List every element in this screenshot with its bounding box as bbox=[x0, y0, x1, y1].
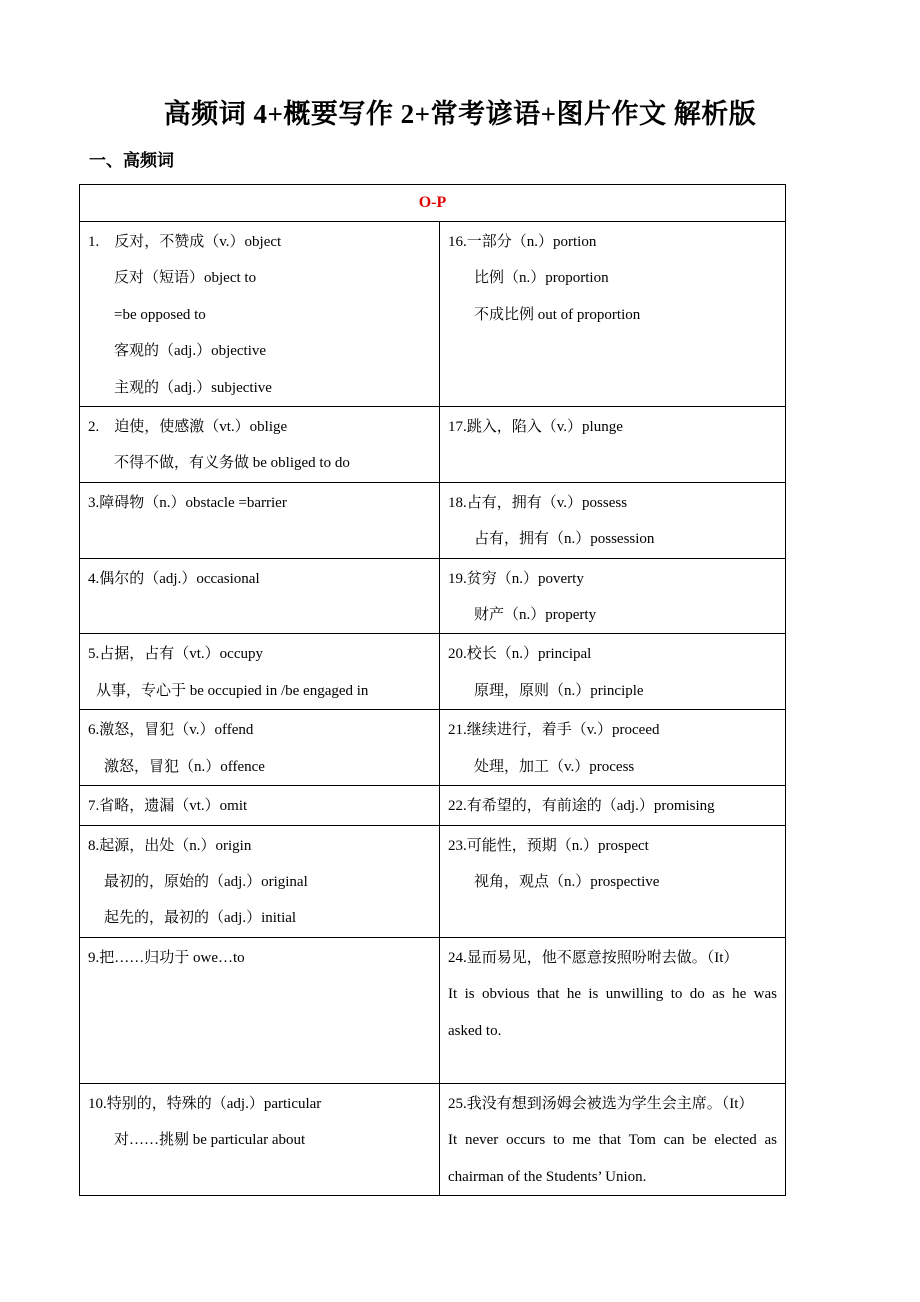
entry-line: 18.占有，拥有（v.）possess bbox=[448, 494, 628, 511]
table-row bbox=[80, 825, 786, 937]
entry-line: 1. 反对，不赞成（v.）object bbox=[88, 234, 282, 250]
entry-line: 主观的（adj.）subjective bbox=[114, 379, 272, 396]
entry-line: 24.显而易见，他不愿意按照吩咐去做。（It） bbox=[448, 949, 739, 966]
table-cell-right bbox=[440, 407, 786, 483]
table-cell-right bbox=[440, 786, 786, 825]
entry-line: It is obvious that he is unwilling to do as he was bbox=[448, 986, 778, 1003]
table-cell-right bbox=[440, 1083, 786, 1195]
entry-line: 起先的，最初的（adj.）initial bbox=[104, 910, 297, 927]
entry-line: chairman of the Students’ Union. bbox=[448, 1168, 647, 1185]
entry-line: 对……挑剔 be particular about bbox=[114, 1132, 306, 1149]
entry-line: 反对（短语）object to bbox=[114, 270, 257, 287]
table-cell-left bbox=[80, 222, 440, 407]
table-cell-left bbox=[80, 1083, 440, 1195]
entry-line: 不得不做，有义务做 be obliged to do bbox=[114, 455, 350, 472]
entry-line: 25.我没有想到汤姆会被选为学生会主席。（It） bbox=[448, 1095, 754, 1112]
table-row bbox=[80, 482, 786, 558]
entry-line: 8.起源，出处（n.）origin bbox=[88, 837, 252, 854]
entry-line: 5.占据，占有（vt.）occupy bbox=[88, 646, 263, 663]
table-row bbox=[80, 558, 786, 634]
table-row bbox=[80, 786, 786, 825]
table-cell-left bbox=[80, 937, 440, 1083]
table-row bbox=[80, 634, 786, 710]
table-cell-left bbox=[80, 786, 440, 825]
table-cell-right bbox=[440, 825, 786, 937]
entry-line: 17.跳入，陷入（v.）plunge bbox=[448, 419, 623, 436]
entry-line: 最初的，原始的（adj.）original bbox=[104, 873, 308, 890]
entry-line: 财产（n.）property bbox=[474, 607, 597, 624]
entry-line: 10.特别的，特殊的（adj.）particular bbox=[88, 1095, 322, 1112]
entry-line: 7.省略，遗漏（vt.）omit bbox=[88, 798, 248, 815]
entry-line: 比例（n.）proportion bbox=[474, 270, 609, 287]
table-cell-right bbox=[440, 634, 786, 710]
table-cell-right bbox=[440, 558, 786, 634]
entry-line: 4.偶尔的（adj.）occasional bbox=[88, 570, 260, 587]
table-row bbox=[80, 1083, 786, 1195]
table-cell-right bbox=[440, 937, 786, 1083]
entry-line: =be opposed to bbox=[114, 306, 206, 323]
entry-line: 2. 迫使，使感激（vt.）oblige bbox=[88, 419, 288, 436]
table-row bbox=[80, 710, 786, 786]
entry-line: 视角，观点（n.）prospective bbox=[474, 873, 660, 890]
entry-line: 占有，拥有（n.）possession bbox=[474, 531, 655, 548]
table-row bbox=[80, 937, 786, 1083]
entry-line: 21.继续进行，着手（v.）proceed bbox=[448, 722, 660, 739]
table-header-row bbox=[80, 185, 786, 222]
entry-line: 19.贫穷（n.）poverty bbox=[448, 570, 584, 587]
entry-line: 20.校长（n.）principal bbox=[448, 646, 592, 663]
table-cell-left bbox=[80, 482, 440, 558]
entry-line: 3.障碍物（n.）obstacle =barrier bbox=[88, 494, 287, 511]
table-cell-left bbox=[80, 634, 440, 710]
table-cell-right bbox=[440, 482, 786, 558]
entry-line: 9.把……归功于 owe…to bbox=[88, 949, 245, 966]
entry-line: 不成比例 out of proportion bbox=[474, 306, 641, 323]
entry-line: 6.激怒，冒犯（v.）offend bbox=[88, 722, 254, 739]
entry-line: It never occurs to me that Tom can be elected as bbox=[448, 1132, 778, 1149]
entry-line: asked to. bbox=[448, 1022, 502, 1039]
table-cell-left bbox=[80, 825, 440, 937]
entry-line: 激怒，冒犯（n.）offence bbox=[104, 758, 265, 775]
table-cell-right bbox=[440, 710, 786, 786]
entry-line: 处理，加工（v.）process bbox=[474, 758, 635, 775]
table-cell-left bbox=[80, 710, 440, 786]
document-title: 高频词 4+概要写作 2+常考谚语+图片作文 解析版 bbox=[163, 99, 757, 129]
entry-line: 原理，原则（n.）principle bbox=[474, 682, 644, 699]
section-heading: 一、高频词 bbox=[89, 151, 174, 170]
entry-line: 23.可能性，预期（n.）prospect bbox=[448, 837, 649, 854]
table-cell-left bbox=[80, 407, 440, 483]
table-header-op: O-P bbox=[80, 185, 786, 222]
table-cell-right bbox=[440, 222, 786, 407]
entry-line: 从事，专心于 be occupied in /be engaged in bbox=[96, 682, 369, 699]
vocabulary-table bbox=[79, 184, 786, 1196]
entry-line: 22.有希望的，有前途的（adj.）promising bbox=[448, 798, 715, 815]
table-row bbox=[80, 407, 786, 483]
entry-line: 客观的（adj.）objective bbox=[114, 343, 267, 360]
table-row bbox=[80, 222, 786, 407]
entry-line: 16.一部分（n.）portion bbox=[448, 234, 597, 250]
table-cell-left bbox=[80, 558, 440, 634]
